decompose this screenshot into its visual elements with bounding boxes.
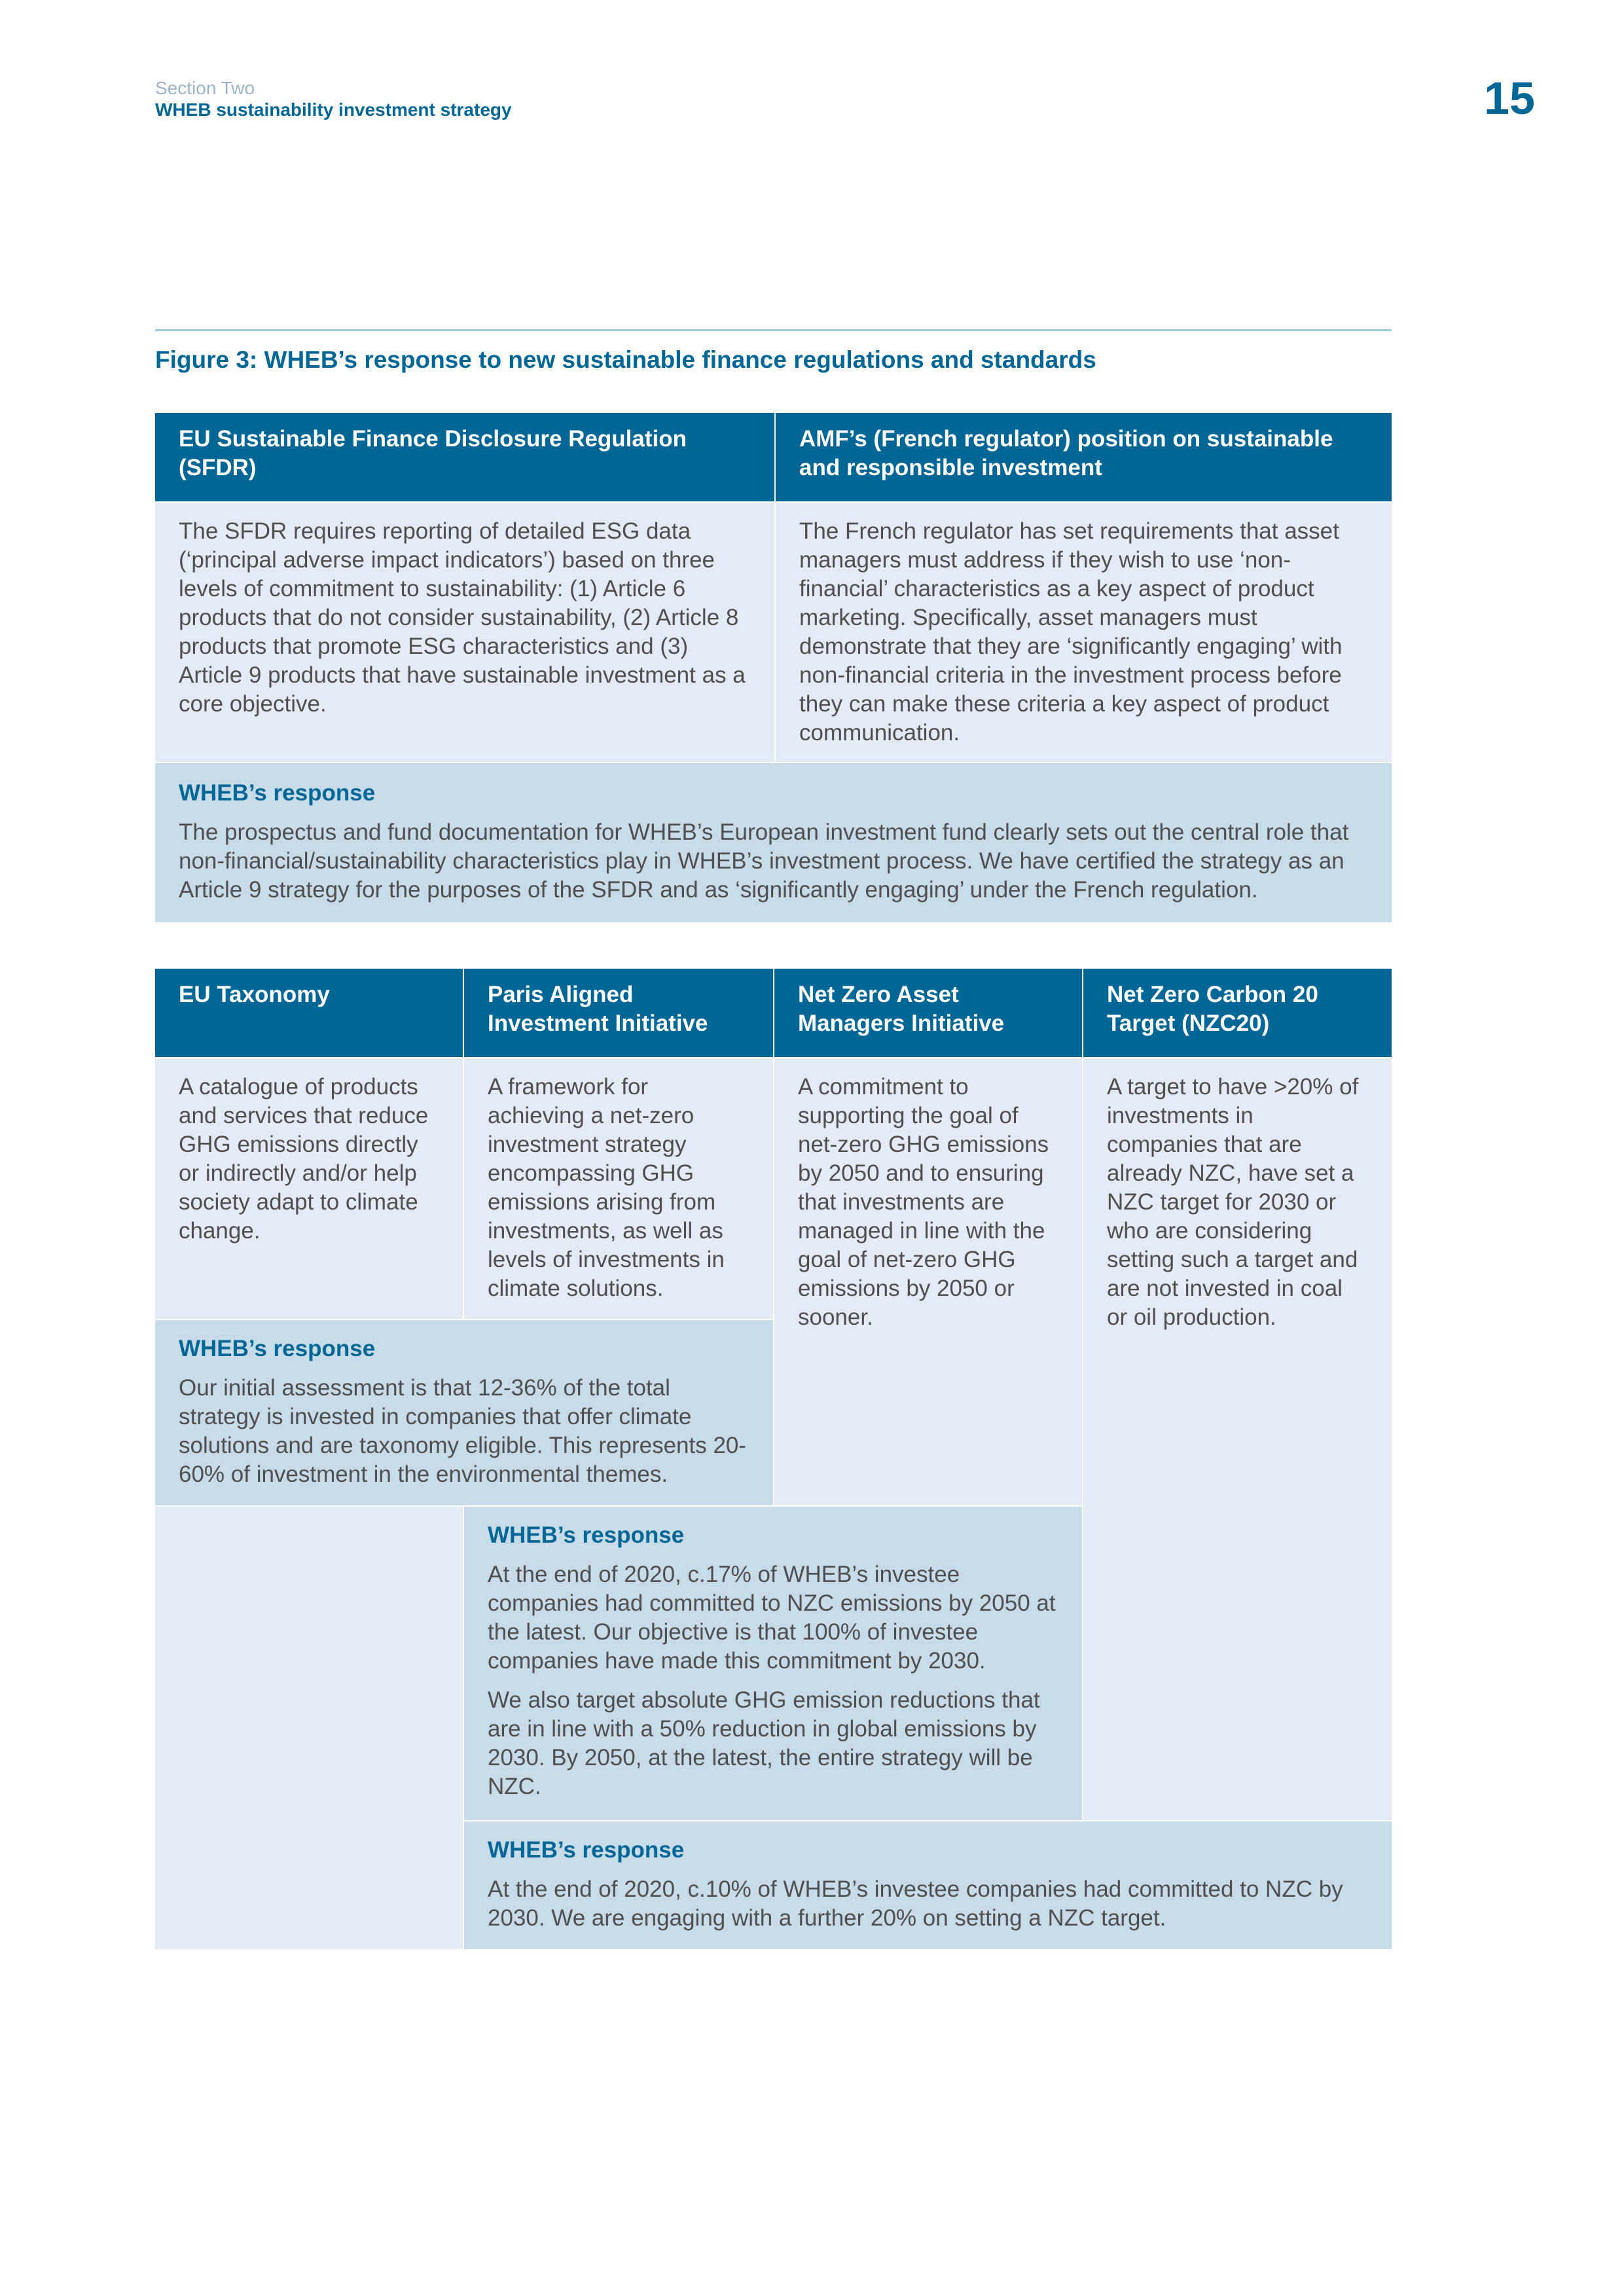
response-text: The prospectus and fund documentation for WHEB’s European investment fund clearly sets out the central role that non-financial/sustainability characteristics play in WHEB’s investment process. We have certified the strategy as an Article 9 strategy for the purposes of the SFDR and as ‘significantly engaging’ under the French regulation. <box>179 819 1349 903</box>
divider-rule <box>155 329 1392 331</box>
response-heading: WHEB’s response <box>488 1837 685 1863</box>
paris-aligned-body: A framework for achieving a net-zero investment strategy encompassing GHG emissions arising from investments, as well as levels of investments in climate solutions. <box>464 1058 773 1319</box>
nzc20-body: A target to have >20% of investments in companies that are already NZC, have set a NZC target for 2030 or who are considering setting such a target and are not invested in coal or oil production. <box>1083 1058 1392 1820</box>
response-heading: WHEB’s response <box>179 780 376 806</box>
paris-aligned-header: Paris Aligned Investment Initiative <box>464 969 773 1057</box>
section-title: WHEB sustainability investment strategy <box>155 99 512 120</box>
response-nzc20 <box>464 1821 1392 1949</box>
response-heading: WHEB’s response <box>179 1336 376 1361</box>
empty-cell <box>155 1507 463 1949</box>
response-text: Our initial assessment is that 12-36% of the total strategy is invested in companies that offer climate solutions and are taxonomy eligible. This represents 20-60% of investment in the environmental themes. <box>179 1375 747 1487</box>
response-text: At the end of 2020, c.17% of WHEB’s investee companies had committed to NZC emissions by 2050 at the latest. Our objective is that 100% of investee companies have made this commitment by 2030. <box>488 1562 1056 1674</box>
amf-header: AMF’s (French regulator) position on sustainable and responsible investment <box>776 413 1392 501</box>
sfdr-header: EU Sustainable Finance Disclosure Regulation (SFDR) <box>155 413 774 501</box>
amf-body: The French regulator has set requirements that asset managers must address if they wish to use ‘non-financial’ characteristics as a key aspect of product marketing. Specifically, asset managers must demonstrate that they are ‘significantly engaging’ with non-financial criteria in the investment process before they can make these criteria a key aspect of product communication. <box>776 503 1392 762</box>
eu-taxonomy-header: EU Taxonomy <box>155 969 463 1057</box>
section-label: Section Two <box>155 78 255 98</box>
net-zero-asset-managers-header: Net Zero Asset Managers Initiative <box>774 969 1082 1057</box>
response-text: We also target absolute GHG emission reductions that are in line with a 50% reduction in global emissions by 2030. By 2050, at the latest, the entire strategy will be NZC. <box>488 1687 1040 1799</box>
net-zero-asset-managers-body: A commitment to supporting the goal of net-zero GHG emissions by 2050 and to ensuring that investments are managed in line with the goal of net-zero GHG emissions by 2050 or sooner. <box>774 1058 1082 1505</box>
nzc20-header: Net Zero Carbon 20 Target (NZC20) <box>1083 969 1392 1057</box>
figure-title: Figure 3: WHEB’s response to new sustainable finance regulations and standards <box>155 346 1096 373</box>
response-eu-taxonomy <box>155 1320 773 1505</box>
response-heading: WHEB’s response <box>488 1522 685 1548</box>
response-text: At the end of 2020, c.10% of WHEB’s investee companies had committed to NZC by 2030. We are engaging with a further 20% on setting a NZC target. <box>488 1876 1343 1931</box>
eu-taxonomy-body: A catalogue of products and services that reduce GHG emissions directly or indirectly and/or help society adapt to climate change. <box>155 1058 463 1319</box>
response-sfdr-amf <box>155 763 1392 922</box>
page-number: 15 <box>1484 73 1535 124</box>
response-net-zero <box>464 1507 1082 1820</box>
sfdr-body: The SFDR requires reporting of detailed ESG data (‘principal adverse impact indicators’) based on three levels of commitment to sustainability: (1) Article 6 products that do not consider sustainability, (2) Article 8 products that promote ESG characteristics and (3) Article 9 products that have sustainable investment as a core objective. <box>155 503 774 762</box>
